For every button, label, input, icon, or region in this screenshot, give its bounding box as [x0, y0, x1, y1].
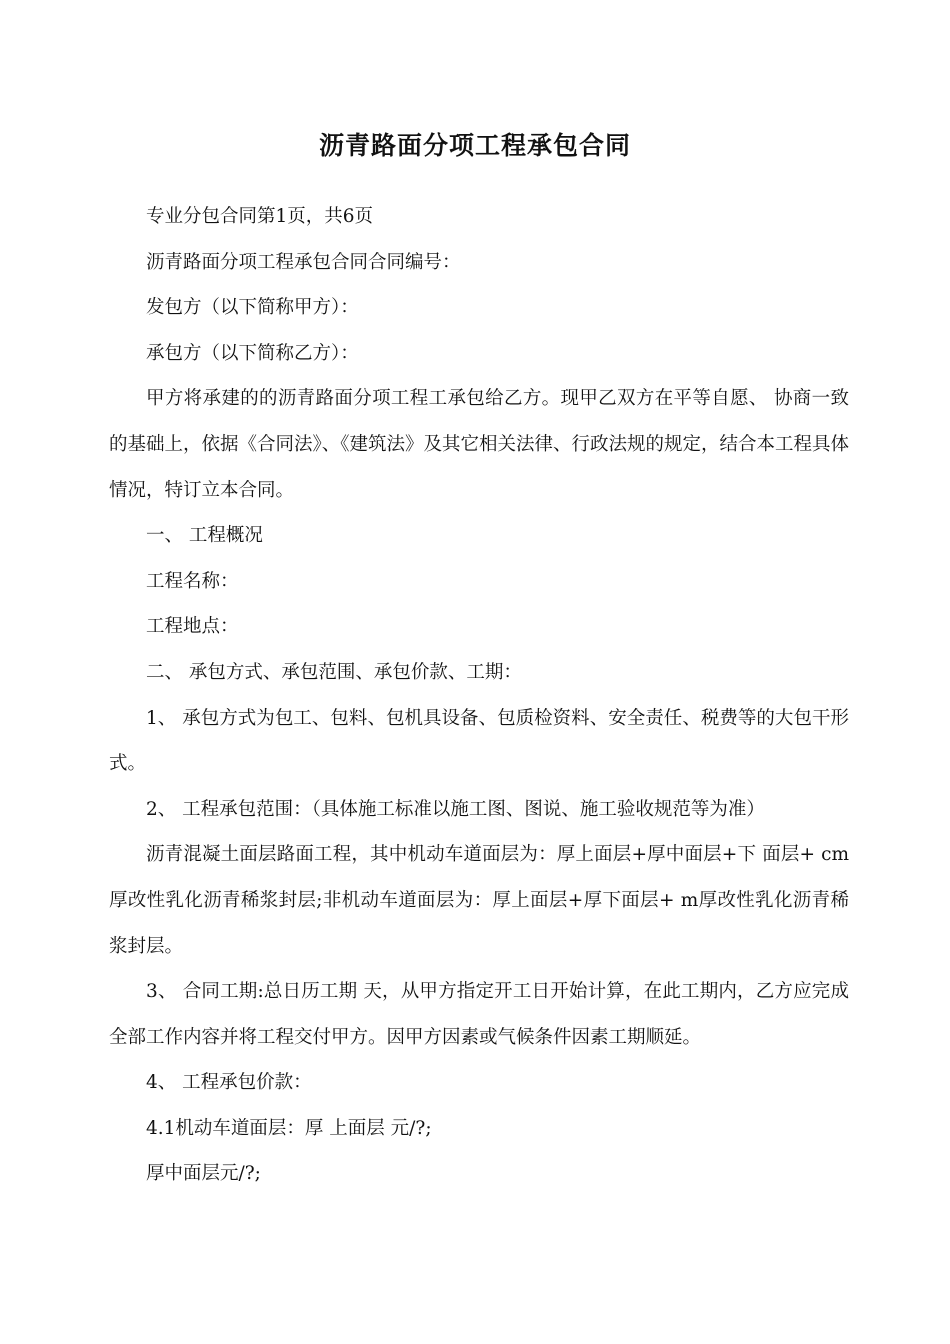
clause-1-paragraph: 1、 承包方式为包工、包料、包机具设备、包质检资料、安全责任、税费等的大包干形式。: [109, 707, 849, 775]
party-b-line: 承包方（以下简称乙方）：: [146, 342, 359, 364]
clause-4-paragraph: 4、 工程承包价款：: [146, 1072, 312, 1094]
clause-3-paragraph: 3、 合同工期:总日历工期 天，从甲方指定开工日开始计算，在此工期内，乙方应完成全部工作内容并将工程交付甲方。因甲方因素或气候条件因素工期顺延。: [109, 981, 849, 1048]
price-item-4-1-line: 4.1机动车道面层：厚 上面层 元/?;: [146, 1117, 432, 1139]
section-heading-overview: 一、 工程概况: [146, 525, 263, 547]
preamble-paragraph: 甲方将承建的的沥青路面分项工程工承包给乙方。现甲乙双方在平等自愿、 协商一致的基础上，依据《合同法》、《建筑法》及其它相关法律、行政法规的规定，结合本工程具体情况，特订立本合同。: [109, 388, 850, 501]
project-name-line: 工程名称：: [146, 570, 239, 592]
section-heading-scope: 二、 承包方式、承包范围、承包价款、工期：: [146, 661, 522, 683]
clause-2-paragraph: 2、 工程承包范围：（具体施工标准以施工图、图说、施工验收规范等为准）: [146, 798, 765, 820]
project-location-line: 工程地点：: [146, 616, 239, 638]
party-a-line: 发包方（以下简称甲方）：: [146, 297, 359, 319]
scope-detail-paragraph: 沥青混凝土面层路面工程，其中机动车道面层为：厚上面层+厚中面层+下 面层+ cm厚改性乳化沥青稀浆封层;非机动车道面层为：厚上面层+厚下面层+ m厚改性乳化沥青稀浆封层。: [109, 844, 849, 957]
document-title: 沥青路面分项工程承包合同: [318, 131, 631, 160]
document-body: [109, 194, 849, 1197]
page-count-line: 专业分包合同第1页，共6页: [146, 206, 374, 227]
price-item-middle-layer-line: 厚中面层元/?;: [146, 1163, 261, 1185]
contract-number-line: 沥青路面分项工程承包合同合同编号：: [146, 251, 461, 273]
